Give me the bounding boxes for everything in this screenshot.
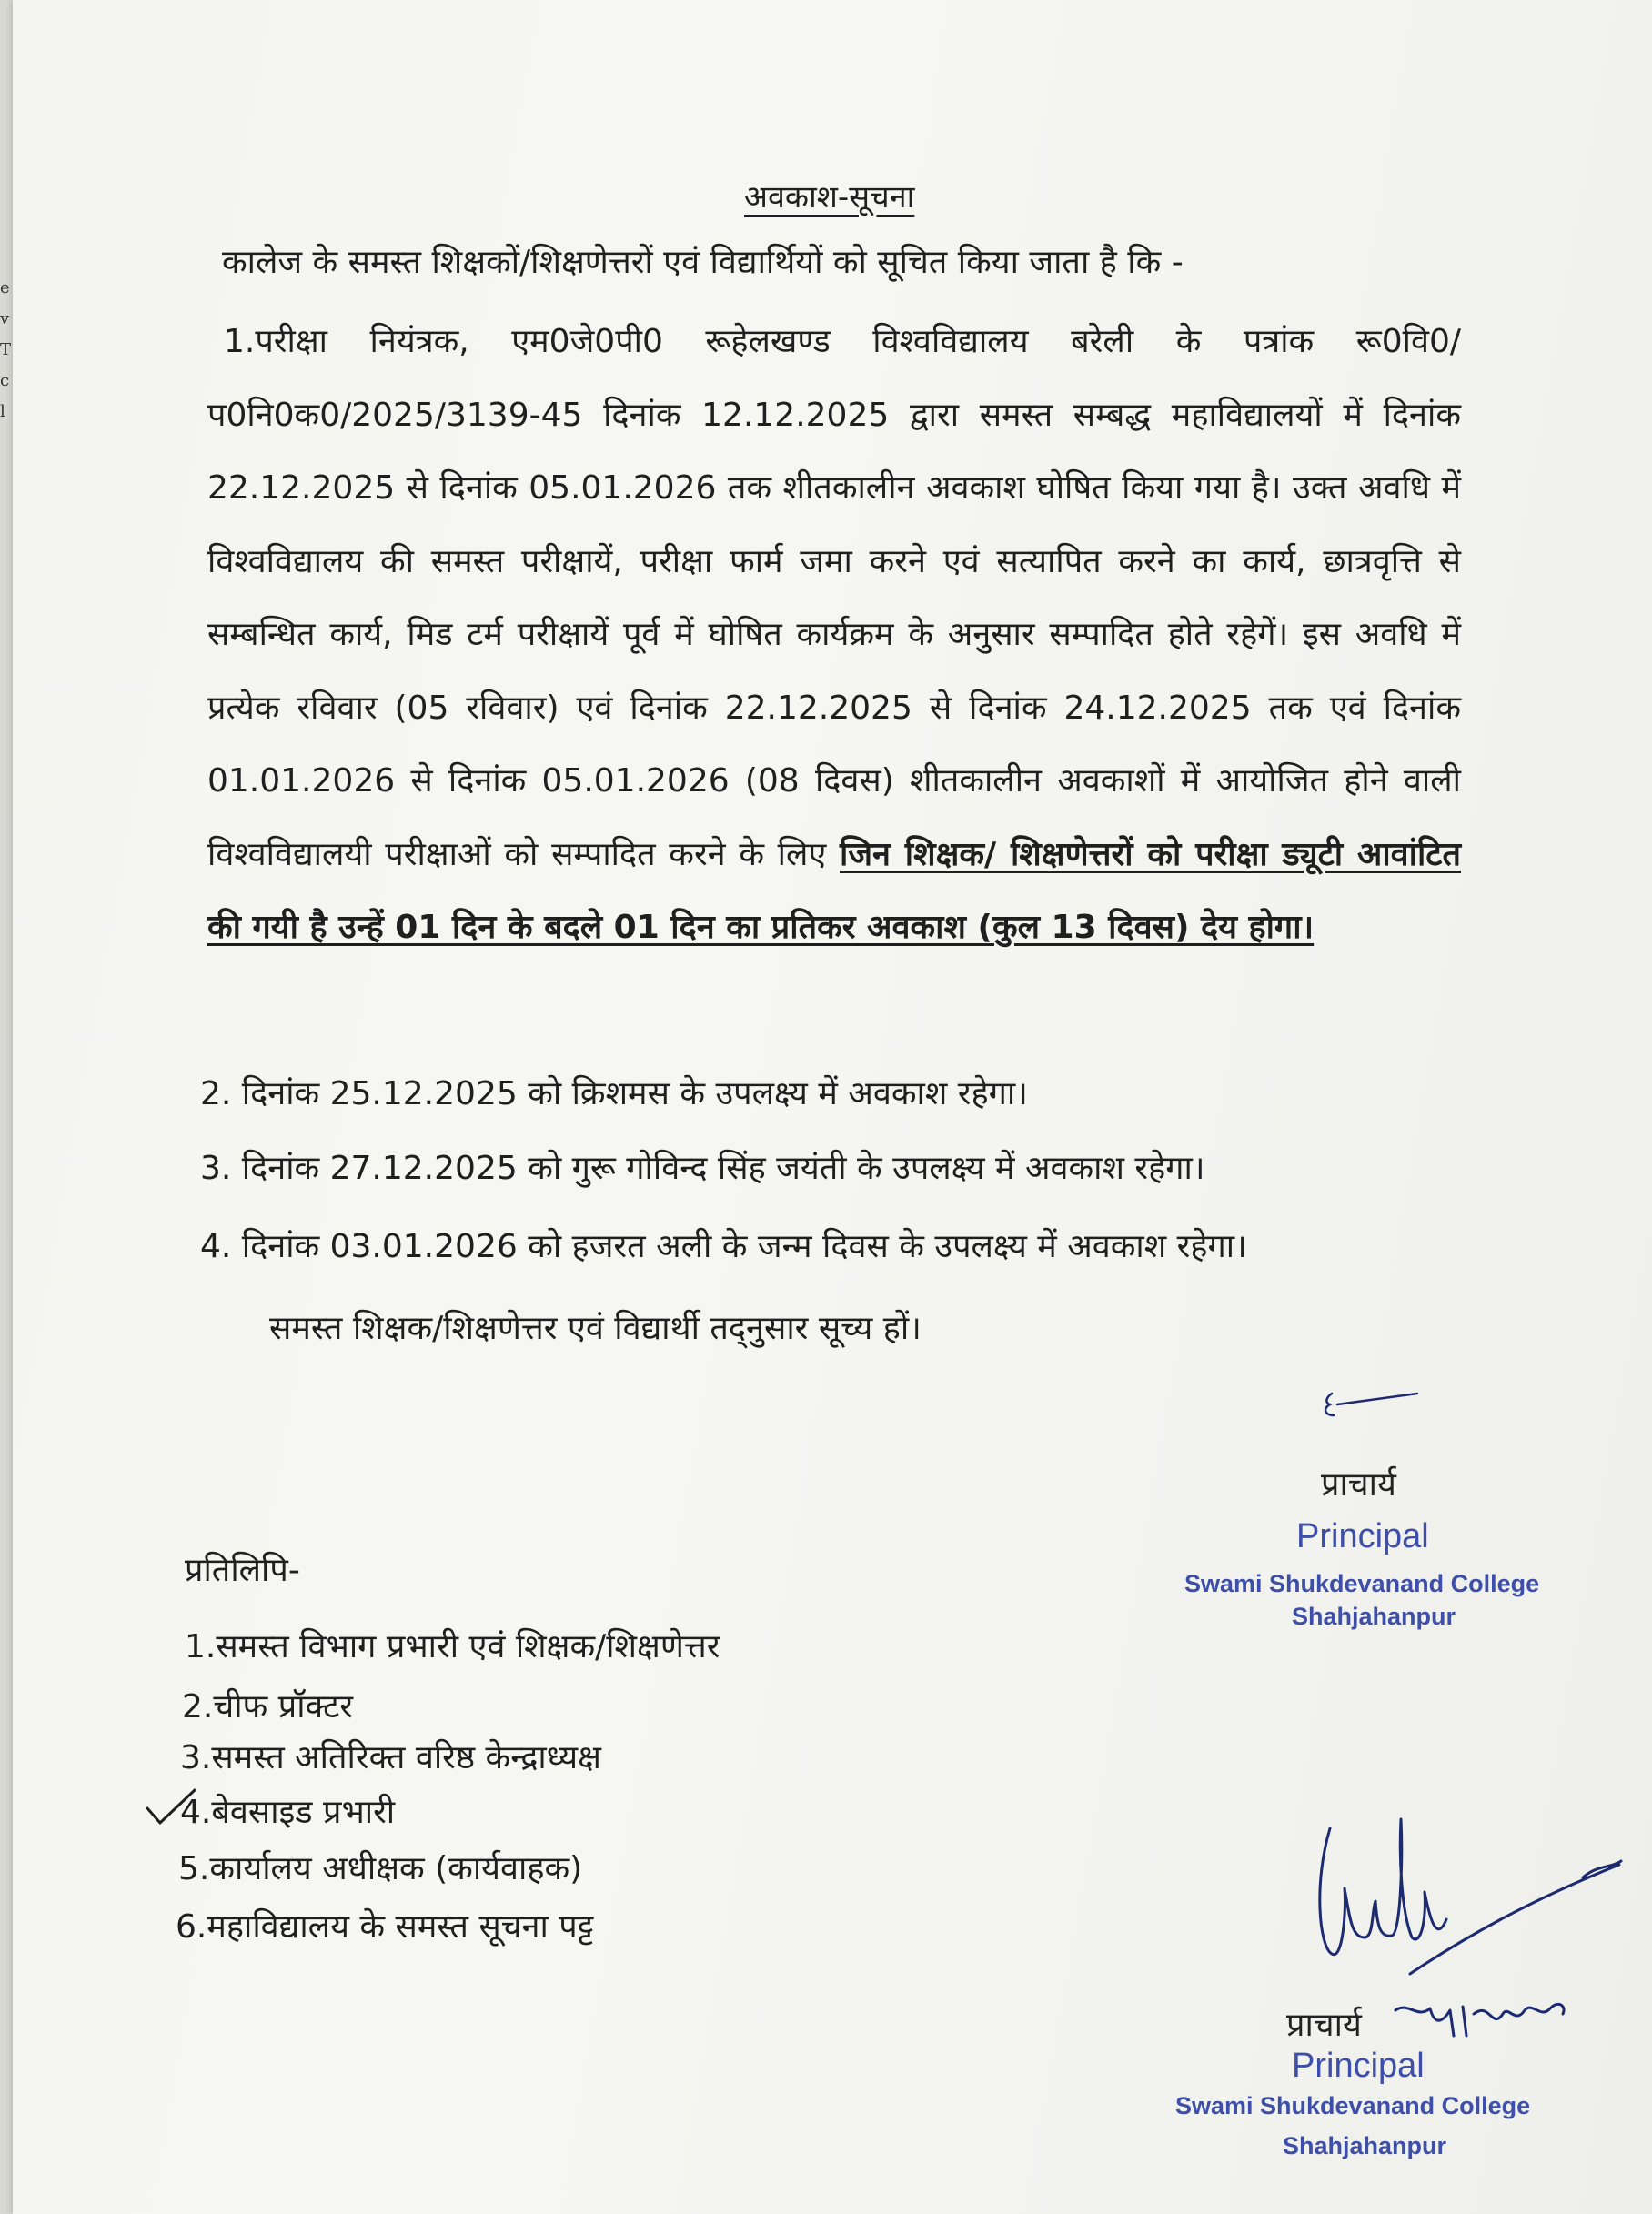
stamp-city-top: Shahjahanpur — [1292, 1603, 1456, 1630]
copy-to-item: 5.कार्यालय अधीक्षक (कार्यवाहक) — [178, 1850, 583, 1887]
notice-item-3: 3. दिनांक 27.12.2025 को गुरू गोविन्द सिंह जयंती के उपलक्ष्य में अवकाश रहेगा। — [200, 1150, 1205, 1187]
notice-paragraph-1 — [207, 306, 1461, 965]
notice-item-2: 2. दिनांक 25.12.2025 को क्रिशमस के उपलक्ष्य में अवकाश रहेगा। — [200, 1075, 1028, 1112]
checkmark-icon — [144, 1785, 198, 1830]
stamp-city-bottom: Shahjahanpur — [1283, 2132, 1447, 2159]
handwritten-signature-icon — [1310, 1801, 1637, 1992]
adjacent-page-edge: e v T c l — [0, 278, 12, 421]
principal-title-bottom: प्राचार्य — [1286, 2007, 1362, 2044]
paragraph-1-text: 1.परीक्षा नियंत्रक, एम0जे0पी0 रूहेलखण्ड विश्वविद्यालय बरेली के पत्रांक रू0वि0/प0नि0क0/2025/3139-45 दिनांक 12.12.2025 द्वारा समस्त सम्बद्ध महाविद्यालयों में दिनांक 22.12.2025 से दिनांक 05.01.2026 तक शीतकालीन अवकाश घोषित किया गया है। उक्त अवधि में विश्वविद्यालय की समस्त परीक्षायें, परीक्षा फार्म जमा करने एवं सत्यापित करने का कार्य, छात्रवृत्ति से सम्बन्धित कार्य, मिड टर्म परीक्षायें पूर्व में घोषित कार्यक्रम के अनुसार सम्पादित होते रहेगें। इस अवधि में प्रत्येक रविवार (05 रविवार) एवं दिनांक 22.12.2025 से दिनांक 24.12.2025 तक एवं दिनांक 01.01.2026 से दिनांक 05.01.2026 (08 दिवस) शीतकालीन अवकाशों में आयोजित होने वाली विश्वविद्यालयी परीक्षाओं को सम्पादित करने के लिए — [207, 323, 1461, 873]
initial-signature-top — [1319, 1388, 1428, 1434]
copy-to-heading: प्रतिलिपि- — [185, 1552, 300, 1589]
copy-to-item: 6.महाविद्यालय के समस्त सूचना पट्ट — [176, 1908, 594, 1946]
notice-intro: कालेज के समस्त शिक्षकों/शिक्षणेत्तरों एवं विद्यार्थियों को सूचित किया जाता है कि - — [222, 244, 1184, 281]
notice-title: अवकाश-सूचना — [744, 179, 915, 216]
date-scribble-icon — [1390, 1983, 1572, 2047]
copy-to-item: 1.समस्त विभाग प्रभारी एवं शिक्षक/शिक्षणेत्तर — [185, 1628, 720, 1666]
notice-closing: समस्त शिक्षक/शिक्षणेत्तर एवं विद्यार्थी तद्नुसार सूच्य हों। — [269, 1310, 922, 1347]
stamp-principal-bottom: Principal — [1292, 2047, 1425, 2085]
copy-to-item: 3.समस्त अतिरिक्त वरिष्ठ केन्द्राध्यक्ष — [180, 1739, 601, 1776]
stamp-principal-top: Principal — [1296, 1517, 1429, 1555]
stamp-college-top: Swami Shukdevanand College — [1184, 1570, 1540, 1597]
copy-to-item: 2.चीफ प्रॉक्टर — [182, 1688, 354, 1726]
notice-item-4: 4. दिनांक 03.01.2026 को हजरत अली के जन्म दिवस के उपलक्ष्य में अवकाश रहेगा। — [200, 1228, 1247, 1265]
stamp-college-bottom: Swami Shukdevanand College — [1175, 2092, 1531, 2119]
paragraph-1-emphasis: जिन शिक्षक/ शिक्षणेत्तरों को परीक्षा ड्यूटी आवांटित की गयी है उन्हें 01 दिन के बदले 01 दिन का प्रतिकर अवकाश (कुल 13 दिवस) देय होगा। — [207, 835, 1461, 946]
principal-title-top: प्राचार्य — [1321, 1466, 1396, 1504]
copy-to-item: 4.बेवसाइड प्रभारी — [180, 1794, 396, 1831]
